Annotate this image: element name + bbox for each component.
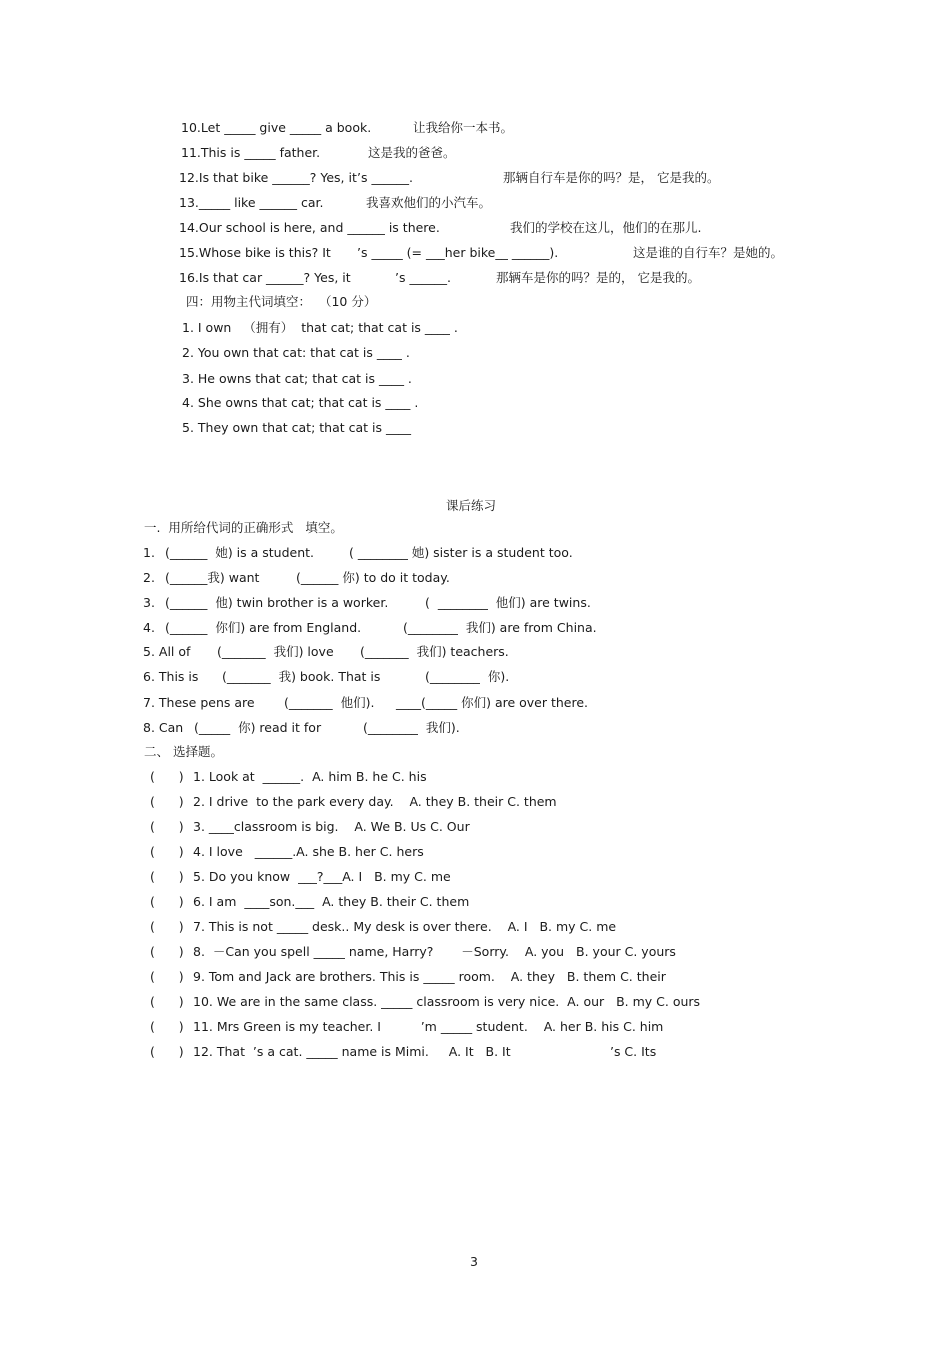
item-number: 5. All of <box>143 644 191 659</box>
answer-paren[interactable]: ( ) <box>150 919 184 934</box>
choice-question: 8. －Can you spell _____ name, Harry? －Sorry. A. you B. your C. yours <box>193 944 676 959</box>
answer-paren[interactable]: ( ) <box>150 944 184 959</box>
exercise-translation: 我喜欢他们的小汽车。 <box>366 195 492 210</box>
answer-paren[interactable]: ( ) <box>150 894 184 909</box>
fill-blank: (______ 你) to do it today. <box>296 570 450 585</box>
choice-question: 9. Tom and Jack are brothers. This is _____ room. A. they B. them C. their <box>193 969 666 984</box>
fill-blank: (______ 她) is a student. <box>165 545 315 560</box>
section-heading: 一. 用所给代词的正确形式 填空。 <box>144 520 343 535</box>
fill-blank: ( ________ 她) sister is a student too. <box>349 545 573 560</box>
answer-paren[interactable]: ( ) <box>150 794 184 809</box>
exercise-translation: 这是我的爸爸。 <box>368 145 456 160</box>
answer-paren[interactable]: ( ) <box>150 1044 184 1059</box>
exercise-line: 4. She owns that cat; that cat is ____ . <box>182 395 419 410</box>
answer-paren[interactable]: ( ) <box>150 769 184 784</box>
exercise-line-cont: ’s _____ (= ___her bike__ ______). <box>357 245 559 260</box>
answer-paren[interactable]: ( ) <box>150 994 184 1009</box>
exercise-line-cont: ’s ______. <box>357 170 413 185</box>
exercise-translation: 让我给你一本书。 <box>413 120 514 135</box>
fill-blank: (_______ 我们) love <box>217 644 334 659</box>
choice-question: 4. I love ______.A. she B. her C. hers <box>193 844 424 859</box>
answer-paren[interactable]: ( ) <box>150 969 184 984</box>
fill-blank: ____(_____ 你们) are over there. <box>396 695 589 710</box>
item-number: 1. <box>143 545 155 560</box>
exercise-line: 3. He owns that cat; that cat is ____ . <box>182 371 412 386</box>
answer-paren[interactable]: ( ) <box>150 1019 184 1034</box>
exercise-line: 11.This is _____ father. <box>181 145 321 160</box>
choice-question: 2. I drive to the park every day. A. they B. their C. them <box>193 794 557 809</box>
exercise-line: 5. They own that cat; that cat is ____ <box>182 420 411 435</box>
choice-question: 1. Look at ______. A. him B. he C. his <box>193 769 427 784</box>
exercise-line: 2. You own that cat: that cat is ____ . <box>182 345 410 360</box>
fill-blank: (________ 我们). <box>363 720 460 735</box>
fill-blank: (_______ 他们). <box>284 695 375 710</box>
page-number: 3 <box>470 1254 478 1269</box>
answer-paren[interactable]: ( ) <box>150 819 184 834</box>
exercise-line: 10.Let _____ give _____ a book. <box>181 120 372 135</box>
choice-question: 7. This is not _____ desk.. My desk is over there. A. I B. my C. me <box>193 919 617 934</box>
exercise-line: 13._____ like ______ car. <box>179 195 324 210</box>
exercise-line: 15.Whose bike is this? It <box>179 245 331 260</box>
item-number: 4. <box>143 620 155 635</box>
fill-blank: (_______ 我们) teachers. <box>360 644 509 659</box>
fill-blank: (______ 你们) are from England. <box>165 620 362 635</box>
fill-blank: (_____ 你) read it for <box>194 720 322 735</box>
exercise-translation: 那辆车是你的吗？是的， 它是我的。 <box>496 270 700 285</box>
exercise-line-cont: ’s ______. <box>395 270 451 285</box>
exercise-translation: 我们的学校在这儿，他们的在那儿. <box>510 220 702 235</box>
fill-blank: (________ 你). <box>425 669 510 684</box>
fill-blank: ( ________ 他们) are twins. <box>425 595 591 610</box>
choice-question: 10. We are in the same class. _____ classroom is very nice. A. our B. my C. ours <box>193 994 701 1009</box>
exercise-translation: 那辆自行车是你的吗？是， 它是我的。 <box>503 170 720 185</box>
exercise-line: 14.Our school is here, and ______ is there. <box>179 220 440 235</box>
choice-question: 12. That ’s a cat. _____ name is Mimi. A. It B. It ’s C. Its <box>193 1044 657 1059</box>
answer-paren[interactable]: ( ) <box>150 844 184 859</box>
fill-blank: (_______ 我) book. That is <box>222 669 381 684</box>
choice-question: 6. I am ____son.___ A. they B. their C. them <box>193 894 470 909</box>
exercise-line: 1. I own （拥有） that cat; that cat is ____ . <box>182 320 458 335</box>
item-number: 2. <box>143 570 155 585</box>
item-number: 7. These pens are <box>143 695 255 710</box>
section-heading: 二、 选择题。 <box>144 744 223 759</box>
fill-blank: (________ 我们) are from China. <box>403 620 597 635</box>
choice-question: 11. Mrs Green is my teacher. I ’m _____ student. A. her B. his C. him <box>193 1019 664 1034</box>
page-title: 课后练习 <box>446 498 497 513</box>
exercise-line: 12.Is that bike ______? Yes, it <box>179 170 357 185</box>
answer-paren[interactable]: ( ) <box>150 869 184 884</box>
item-number: 8. Can <box>143 720 184 735</box>
fill-blank: (______我) want <box>165 570 260 585</box>
section-heading: 四：用物主代词填空： （10 分） <box>186 294 377 309</box>
choice-question: 5. Do you know ___?___A. I B. my C. me <box>193 869 451 884</box>
exercise-line: 16.Is that car ______? Yes, it <box>179 270 351 285</box>
fill-blank: (______ 他) twin brother is a worker. <box>165 595 389 610</box>
exercise-translation: 这是谁的自行车？是她的。 <box>633 245 784 260</box>
item-number: 6. This is <box>143 669 199 684</box>
item-number: 3. <box>143 595 155 610</box>
choice-question: 3. ____classroom is big. A. We B. Us C. Our <box>193 819 470 834</box>
